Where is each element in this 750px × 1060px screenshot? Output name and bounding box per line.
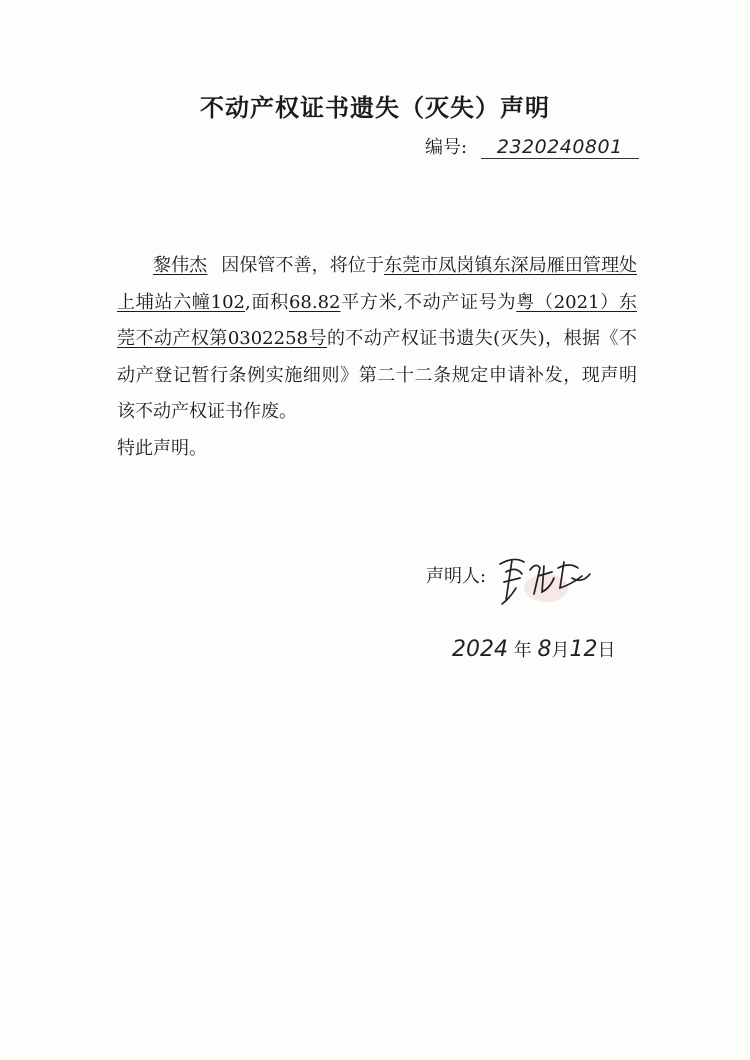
statement-paragraph [117,248,637,431]
date-day-unit: 日 [597,640,616,661]
document-number-row [425,133,639,159]
date-day: 12 [569,637,598,662]
date-month: 8 [537,637,552,662]
certificate-number: 粤（2021）东莞不动产权第0302258号 [117,291,637,349]
closing-text: 特此声明。 [117,437,207,459]
statement-text-2: ,面积 [245,291,289,313]
date-year: 2024 [452,637,508,662]
document-number-label: 编号: [425,137,468,158]
statement-text-4: 的不动产权证书遗失(灭失)，根据《不动产登记暂行条例实施细则》第二十二条规定申请补发，现声明该不动产权证书作废。 [117,328,637,422]
date-month-unit: 月 [551,640,570,661]
date-row [452,636,615,662]
document-number-value: 2320240801 [481,136,639,159]
document-title: 不动产权证书遗失（灭失）声明 [200,94,550,122]
property-area: 68.82 [288,291,341,313]
property-address: 东莞市凤岗镇东深局雁田管理处上埔站六幢102 [117,255,638,313]
date-year-unit: 年 [513,640,532,661]
owner-name: 黎伟杰 [153,255,208,276]
statement-text-1: 因保管不善，将位于 [221,255,384,276]
statement-body [117,248,637,467]
declarant-row [426,562,486,588]
statement-text-3: 平方米,不动产证号为 [340,291,517,313]
handwritten-signature [494,548,594,610]
declarant-label: 声明人: [426,566,487,587]
